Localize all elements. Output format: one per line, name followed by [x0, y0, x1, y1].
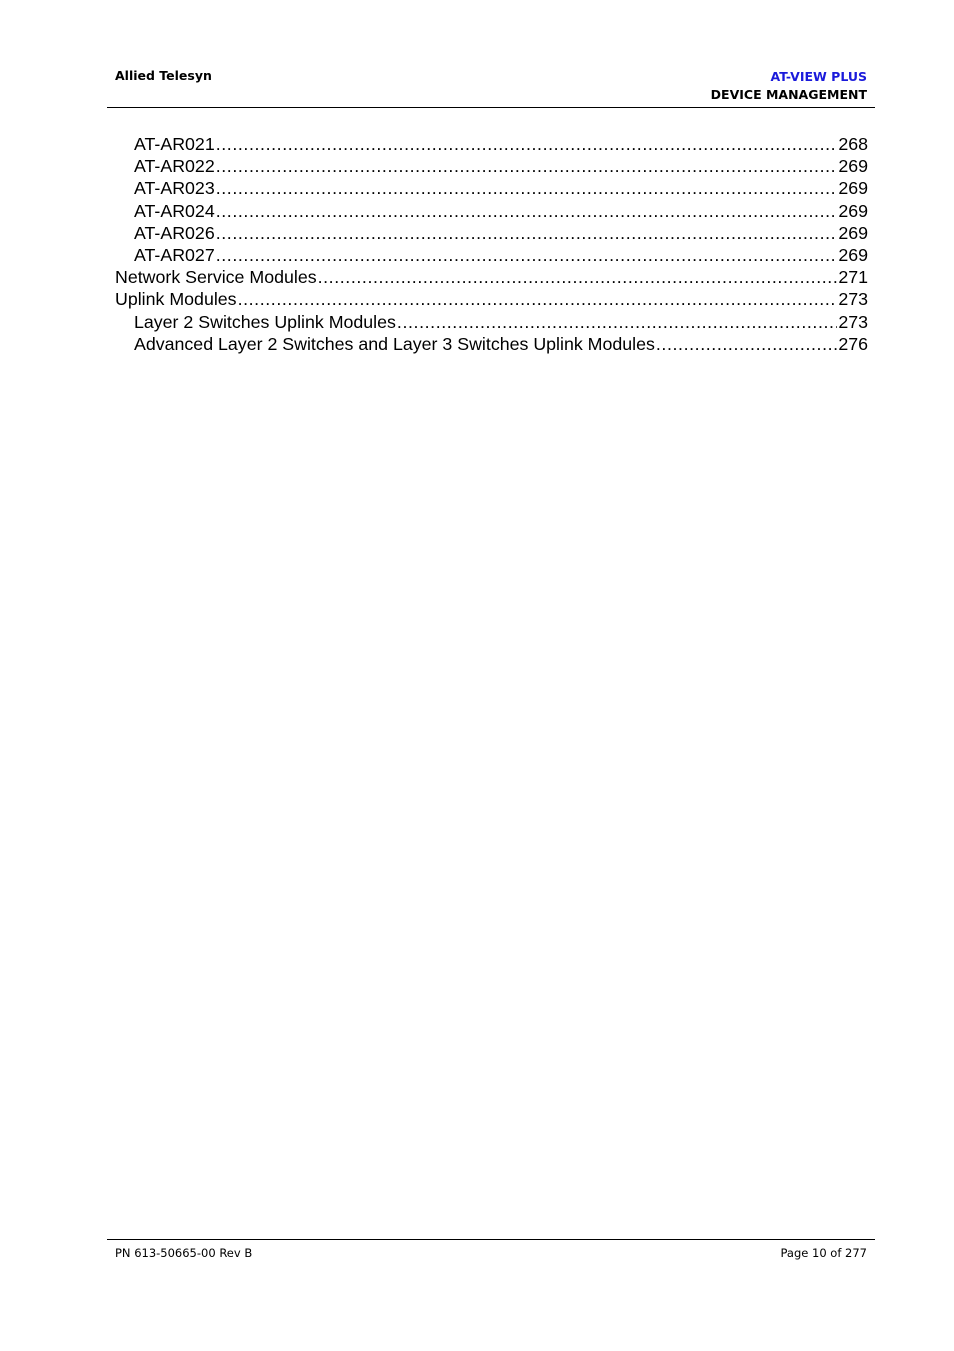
toc-entry-title: AT-AR024: [134, 200, 215, 221]
toc-entry-title: AT-AR023: [134, 178, 215, 199]
toc-entry-title: Layer 2 Switches Uplink Modules: [134, 311, 396, 332]
toc-entry-page: 269: [838, 222, 868, 243]
page-footer: [107, 1239, 875, 1260]
part-number: PN 613-50665-00 Rev B: [115, 1246, 253, 1260]
company-name: Allied Telesyn: [115, 68, 212, 83]
toc-entry-page: 269: [838, 178, 868, 199]
toc-dot-leader: [216, 177, 838, 199]
toc-entry-title: Network Service Modules: [115, 267, 317, 288]
toc-entry-page: 273: [838, 289, 868, 310]
toc-entry-title: AT-AR027: [134, 244, 215, 265]
toc-dot-leader: [216, 155, 838, 177]
product-title-line2: DEVICE MANAGEMENT: [710, 87, 867, 102]
toc-entry-title: AT-AR021: [134, 134, 215, 154]
page-header: [107, 66, 875, 108]
toc-dot-leader: [216, 200, 838, 222]
toc-entry-page: 269: [838, 156, 868, 177]
toc-entry[interactable]: [115, 311, 868, 333]
page-number: Page 10 of 277: [780, 1246, 867, 1260]
toc-dot-leader: [238, 288, 838, 310]
toc-entry-page: 276: [838, 333, 868, 354]
toc-dot-leader: [216, 222, 838, 244]
toc-entry[interactable]: [115, 244, 868, 266]
toc-entry[interactable]: [115, 155, 868, 177]
toc-entry-title: AT-AR026: [134, 222, 215, 243]
table-of-contents: [115, 133, 868, 355]
toc-dot-leader: [216, 133, 838, 155]
toc-dot-leader: [318, 266, 838, 288]
toc-dot-leader: [397, 311, 837, 333]
toc-entry[interactable]: [115, 200, 868, 222]
toc-entry-page: 268: [838, 134, 868, 154]
toc-entry-page: 269: [838, 200, 868, 221]
toc-dot-leader: [656, 333, 837, 355]
toc-entry[interactable]: [115, 177, 868, 199]
toc-entry-title: AT-AR022: [134, 156, 215, 177]
toc-entry[interactable]: [115, 222, 868, 244]
toc-entry-page: 271: [838, 267, 868, 288]
toc-entry[interactable]: [115, 266, 868, 288]
product-title: [711, 68, 867, 104]
toc-entry[interactable]: [115, 133, 868, 155]
toc-entry-title: Advanced Layer 2 Switches and Layer 3 Switches Uplink Modules: [134, 333, 655, 354]
product-title-line1: AT-VIEW PLUS: [770, 69, 867, 84]
toc-entry[interactable]: [115, 288, 868, 310]
toc-entry-page: 273: [838, 311, 868, 332]
toc-entry[interactable]: [115, 333, 868, 355]
toc-dot-leader: [216, 244, 838, 266]
toc-entry-title: Uplink Modules: [115, 289, 237, 310]
toc-entry-page: 269: [838, 244, 868, 265]
